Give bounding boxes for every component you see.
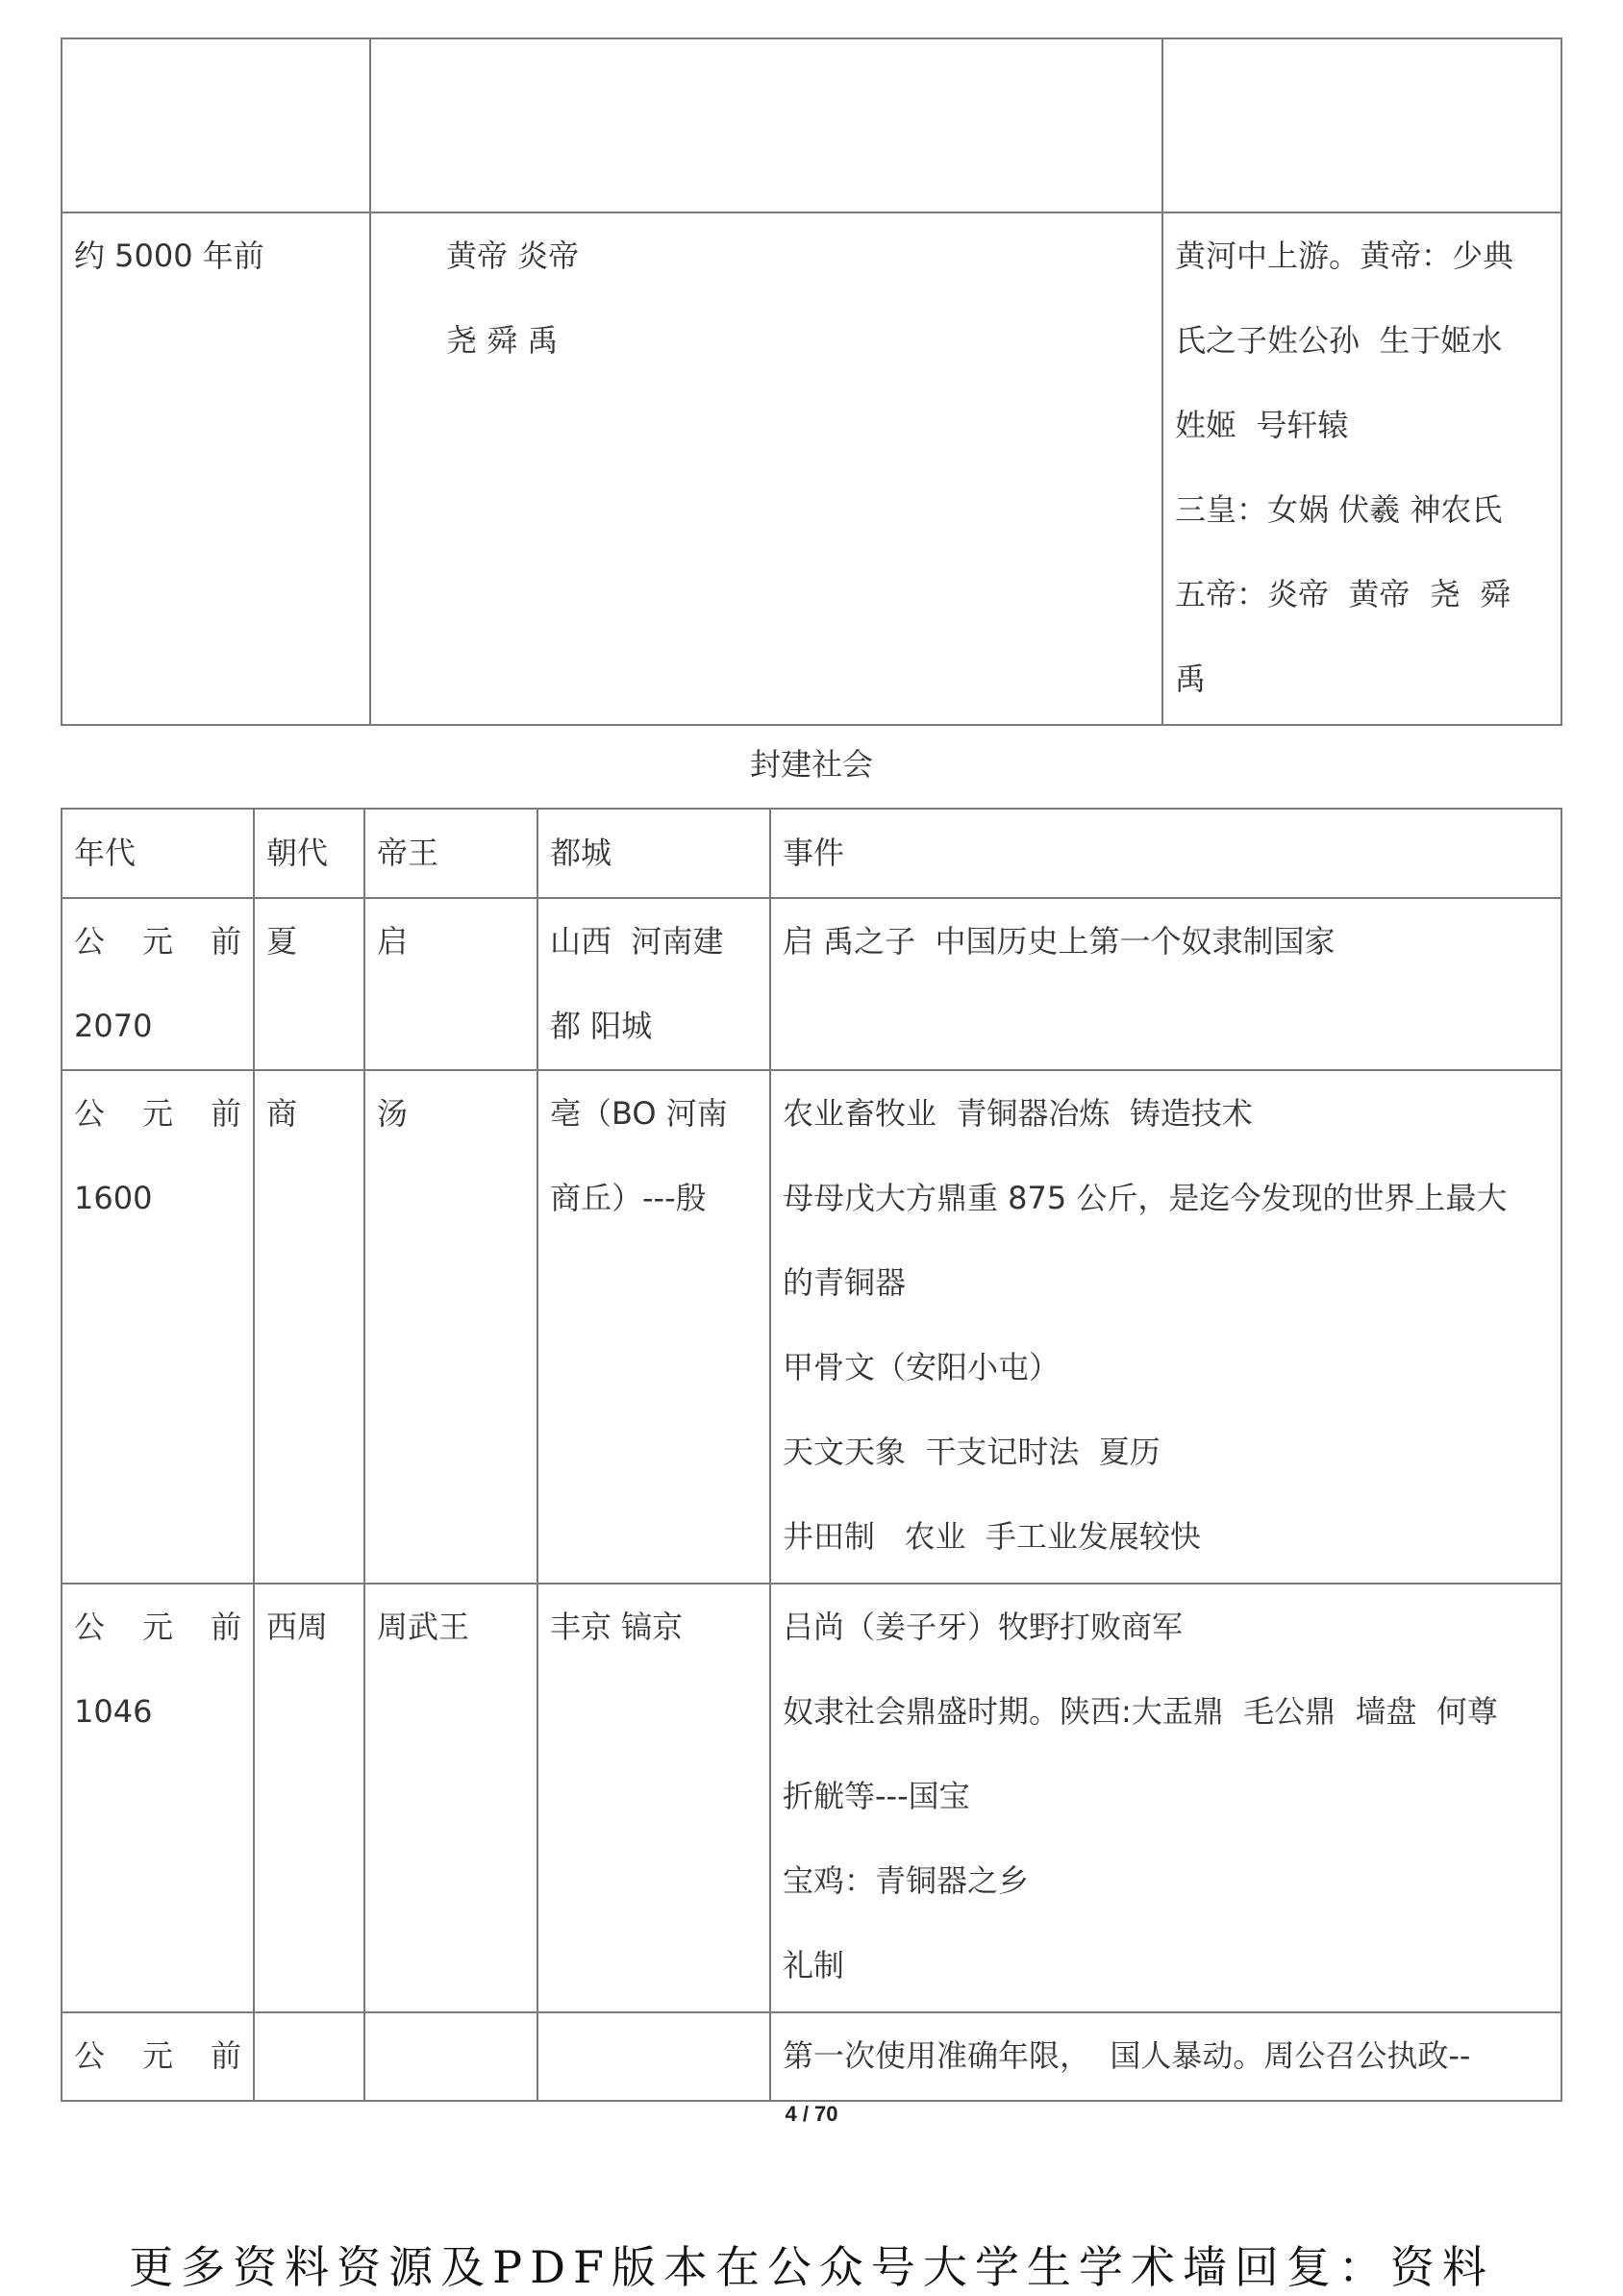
capital-line: 商丘）---殷 <box>550 1180 707 1216</box>
notes-cell <box>1162 38 1561 212</box>
footer-note: 更多资料资源及PDF版本在公众号大学生学术墙回复：资料 <box>129 2241 1494 2293</box>
capital-cell <box>537 1584 770 2012</box>
events-cell <box>770 1070 1561 1584</box>
event-line: 第一次使用准确年限， 国人暴动。周公召公执政-- <box>783 2037 1471 2074</box>
dynasty-cell: 商 <box>254 1070 364 1584</box>
notes-line: 五帝：炎帝 黄帝 尧 舜 <box>1175 576 1511 612</box>
ruler-cell: 周武王 <box>364 1584 537 2012</box>
events-cell <box>770 1584 1561 2012</box>
event-line: 天文天象 干支记时法 夏历 <box>783 1434 1161 1470</box>
era-year: 1600 <box>74 1180 153 1216</box>
notes-line: 姓姬 号轩辕 <box>1175 407 1349 443</box>
table-row <box>62 1070 1561 1584</box>
era-cell <box>62 1070 254 1584</box>
dynasty-table <box>61 808 1562 2102</box>
section-title: 封建社会 <box>749 746 873 783</box>
event-line: 母母戊大方鼎重 875 公斤，是迄今发现的世界上最大 <box>783 1180 1508 1216</box>
capital-cell <box>537 1070 770 1584</box>
prehistory-table <box>61 37 1562 726</box>
era-prefix: 公 元 前 <box>74 1095 241 1132</box>
event-line: 甲骨文（安阳小屯） <box>783 1349 1061 1385</box>
rulers-line: 黄帝 炎帝 <box>446 237 580 274</box>
event-line: 礼制 <box>783 1947 845 1984</box>
era-cell <box>62 1584 254 2012</box>
capital-line: 丰京 镐京 <box>550 1609 684 1645</box>
era-prefix: 公 元 前 <box>74 1609 241 1645</box>
page-number: 4 / 70 <box>785 2102 838 2126</box>
event-line: 宝鸡：青铜器之乡 <box>783 1862 1030 1899</box>
event-line: 的青铜器 <box>783 1264 907 1301</box>
notes-line: 禹 <box>1175 661 1207 697</box>
events-cell <box>770 898 1561 1070</box>
dynasty-cell <box>254 2012 364 2101</box>
era-year: 1046 <box>74 1693 153 1730</box>
rulers-cell <box>370 212 1162 725</box>
header-era: 年代 <box>62 809 254 898</box>
era-cell <box>62 212 370 725</box>
ruler-cell: 汤 <box>364 1070 537 1584</box>
notes-line: 三皇：女娲 伏羲 神农氏 <box>1175 491 1503 528</box>
event-line: 农业畜牧业 青铜器冶炼 铸造技术 <box>783 1095 1253 1132</box>
era-text: 约 5000 年前 <box>74 237 264 274</box>
table-row <box>62 212 1561 725</box>
table-row <box>62 1584 1561 2012</box>
notes-line: 氏之子姓公孙 生于姬水 <box>1175 322 1503 359</box>
dynasty-cell: 西周 <box>254 1584 364 2012</box>
table-row <box>62 2012 1561 2101</box>
era-cell <box>62 38 370 212</box>
capital-line: 都 阳城 <box>550 1008 653 1044</box>
event-line: 奴隶社会鼎盛时期。陕西:大盂鼎 毛公鼎 墙盘 何尊 <box>783 1693 1498 1730</box>
capital-line: 亳（BO 河南 <box>550 1095 728 1132</box>
table-row <box>62 898 1561 1070</box>
event-line: 井田制 农业 手工业发展较快 <box>783 1518 1201 1555</box>
header-ruler: 帝王 <box>364 809 537 898</box>
ruler-cell: 启 <box>364 898 537 1070</box>
rulers-line: 尧 舜 禹 <box>446 322 559 359</box>
event-line: 吕尚（姜子牙）牧野打败商军 <box>783 1609 1184 1645</box>
dynasty-cell: 夏 <box>254 898 364 1070</box>
rulers-cell <box>370 38 1162 212</box>
header-dynasty: 朝代 <box>254 809 364 898</box>
table-header-row <box>62 809 1561 898</box>
notes-cell <box>1162 212 1561 725</box>
ruler-cell <box>364 2012 537 2101</box>
capital-line: 山西 河南建 <box>550 923 724 960</box>
capital-cell <box>537 898 770 1070</box>
era-year: 2070 <box>74 1008 153 1044</box>
capital-cell <box>537 2012 770 2101</box>
event-line: 启 禹之子 中国历史上第一个奴隶制国家 <box>783 923 1336 960</box>
era-prefix: 公 元 前 <box>74 2037 241 2074</box>
header-capital: 都城 <box>537 809 770 898</box>
notes-line: 黄河中上游。黄帝：少典 <box>1175 237 1514 274</box>
event-line: 折觥等---国宝 <box>783 1778 970 1814</box>
events-cell <box>770 2012 1561 2101</box>
era-cell <box>62 2012 254 2101</box>
table-row <box>62 38 1561 212</box>
header-events: 事件 <box>770 809 1561 898</box>
era-cell <box>62 898 254 1070</box>
era-prefix: 公 元 前 <box>74 923 241 960</box>
